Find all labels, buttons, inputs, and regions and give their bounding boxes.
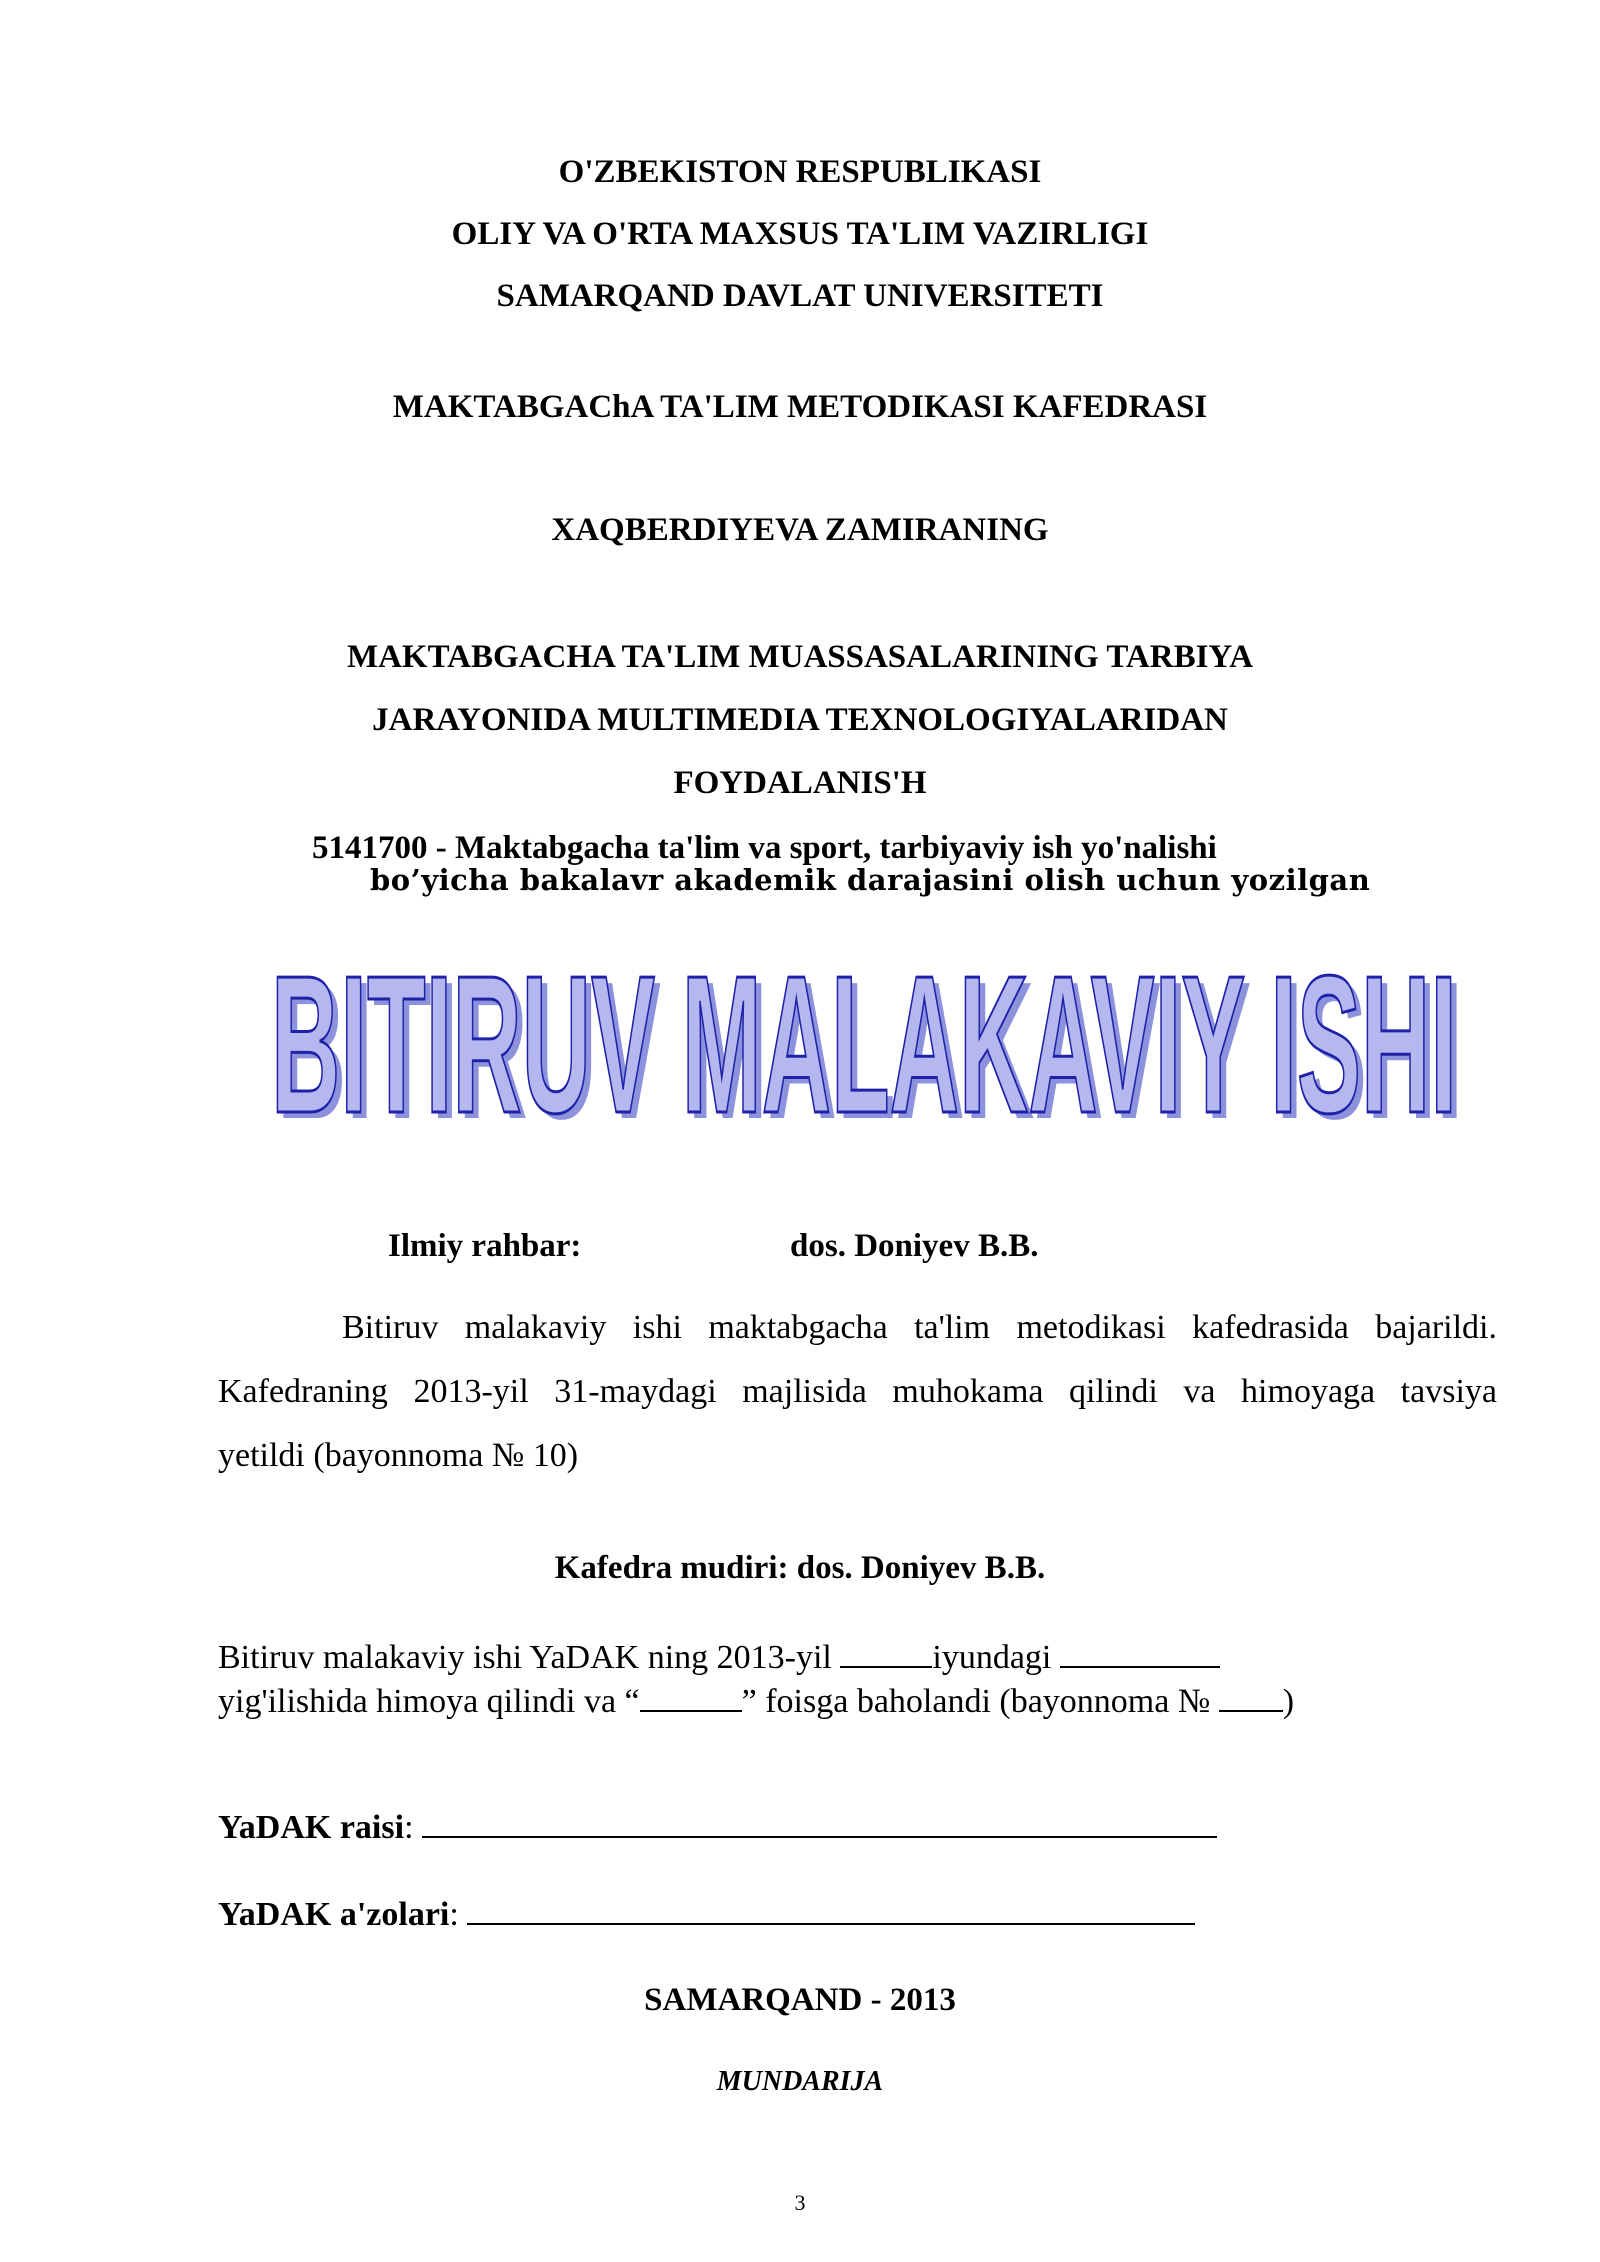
chair-signature-row <box>218 1806 1217 1848</box>
members-label: YaDAK a'zolari <box>218 1896 450 1933</box>
header-line-3: SAMARQAND DAVLAT UNIVERSITETI <box>496 278 1104 314</box>
chair-colon: : <box>404 1809 414 1846</box>
defense-protocol-blank <box>1219 1680 1283 1712</box>
defense-text-2a: yig'ilishida himoya qilindi va “ <box>218 1683 640 1720</box>
topic-line-3: FOYDALANIS'H <box>673 765 927 801</box>
wordart-shadow: BITIRUV MALAKAVIY ISHI <box>277 950 1463 1140</box>
defense-grade-blank <box>640 1680 742 1712</box>
topic-line-2: JARAYONIDA MULTIMEDIA TEXNOLOGIYALARIDAN <box>372 702 1228 738</box>
members-signature-line <box>467 1893 1195 1925</box>
defense-date-blank <box>1060 1636 1220 1668</box>
chair-label: YaDAK raisi <box>218 1809 405 1846</box>
specialty-line-2: bo’yicha bakalavr akademik darajasini olish uchun yozilgan <box>370 863 1371 897</box>
approval-line-2: Kafedraning 2013-yil 31-maydagi majlisida muhokama qilindi va himoyaga tavsiya <box>218 1373 1497 1410</box>
defense-text-2b: ” foisga baholandi (bayonnoma № <box>741 1683 1219 1720</box>
approval-line-1: Bitiruv malakaviy ishi maktabgacha ta'lim metodikasi kafedrasida bajarildi. <box>342 1309 1497 1346</box>
members-colon: : <box>449 1896 459 1933</box>
city-year: SAMARQAND - 2013 <box>644 1982 956 2018</box>
defense-text-1b: iyundagi <box>932 1639 1060 1676</box>
header-line-2: OLIY VA O'RTA MAXSUS TA'LIM VAZIRLIGI <box>451 216 1149 252</box>
defense-day-blank <box>840 1636 932 1668</box>
topic-line-1: MAKTABGACHA TA'LIM MUASSASALARINING TARBIYA <box>346 639 1254 675</box>
author-name: XAQBERDIYEVA ZAMIRANING <box>551 512 1049 548</box>
supervisor-label: Ilmiy rahbar: <box>388 1228 582 1264</box>
members-signature-row <box>218 1893 1195 1935</box>
approval-line-3: yetildi (bayonnoma № 10) <box>218 1437 579 1474</box>
thesis-title-wordart <box>266 950 1464 1140</box>
chair-signature-line <box>422 1806 1217 1838</box>
contents-heading: MUNDARIJA <box>716 2066 884 2097</box>
defense-text-2c: ) <box>1282 1683 1295 1720</box>
defense-line-2 <box>218 1680 1294 1722</box>
page-number: 3 <box>794 2190 806 2215</box>
header-line-1: O'ZBEKISTON RESPUBLIKASI <box>558 154 1042 190</box>
specialty-line-1: 5141700 - Maktabgacha ta'lim va sport, tarbiyaviy ish yo'nalishi <box>312 830 1217 866</box>
defense-text-1a: Bitiruv malakaviy ishi YaDAK ning 2013-yil <box>218 1639 841 1676</box>
defense-line-1 <box>218 1636 1220 1678</box>
department-title: MAKTABGAChA TA'LIM METODIKASI KAFEDRASI <box>392 389 1208 425</box>
wordart-main: BITIRUV MALAKAVIY ISHI <box>271 950 1457 1140</box>
supervisor-name: dos. Doniyev B.B. <box>790 1228 1039 1264</box>
head-of-department: Kafedra mudiri: dos. Doniyev B.B. <box>554 1550 1046 1586</box>
